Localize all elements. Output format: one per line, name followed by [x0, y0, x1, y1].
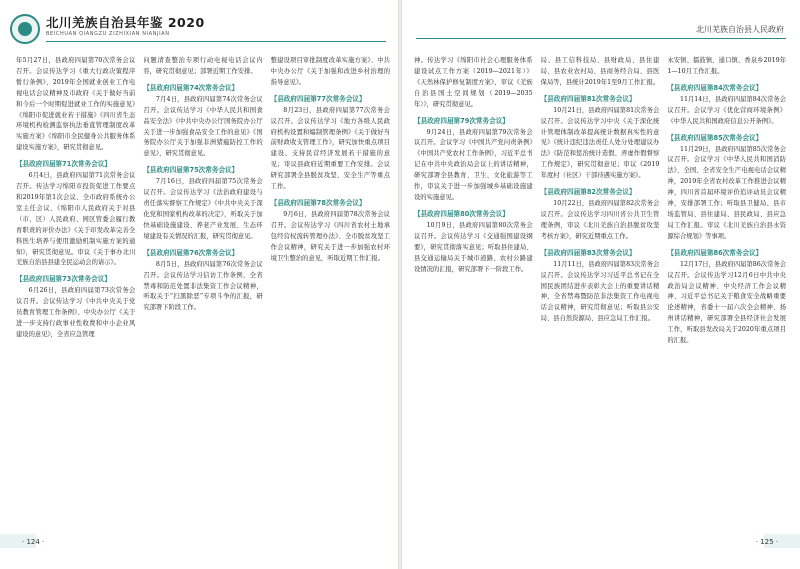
header-rule: [46, 41, 386, 42]
meeting-entry: [541, 187, 660, 243]
meeting-title: 【县政府四届第73次常务会议】: [16, 275, 111, 284]
meeting-body: 11月29日，县政府四届第85次常务会议召开。会议学习《中华人民共和国消防法》、全国、全省安全生产电视电话会议精神，2019年全省农村改革工作推进会议精神，四川省首届环境评价追评动员会议精神，安排部署工作；听取县卫健局、县市场监管局、县住建局、县民政局、县应急局工作汇报。审议《北川羌族自治县水资源综合规划》等事项。: [667, 145, 787, 240]
meeting-body: 10月22日，县政府四届第82次常务会议召开。会议传达学习四川省公共卫生管理条例，审议《北川羌族自治县脱贫攻坚考核方案》，研究近期重点工作。: [540, 200, 660, 240]
running-header: [0, 0, 398, 52]
meeting-title: 【县政府四届第78次常务会议】: [270, 198, 366, 207]
text-column: [143, 56, 262, 526]
meeting-entry: [271, 94, 390, 193]
text-column: [541, 56, 660, 526]
book-title: 北川羌族自治县年鉴 2020: [46, 15, 205, 30]
continued-text: [271, 56, 390, 89]
meeting-entry: [143, 165, 262, 242]
meeting-entry: [16, 274, 135, 341]
meeting-body: 8月23日，县政府四届第77次常务会议召开。会议传达学习《地方各级人民政府机构设置和编制管理条例》《关于做好当前财政收支管理工作》，研究加快重点项目建设、支持民营经济发展若干措施的意见；审议县政府近期重要工作安排。会议研究部署全县脱贫攻坚、安全生产等重点工作。: [270, 106, 390, 191]
meeting-entry: [414, 209, 533, 276]
continued-text: [414, 56, 533, 111]
continued-text: [143, 56, 262, 78]
meeting-title: 【县政府四届第75次常务会议】: [143, 166, 239, 175]
meeting-body: 9月24日，县政府四届第79次常务会议召开。会议学习《中国共产党问责条例》《中国共产党农村工作条例》，习近平总书记在中共中央政治局会议上的讲话精神，研究部署全县教育、卫生、文化旅游等工作，审议关于进一步加强城乡基础设施建设的实施意见。: [414, 128, 533, 201]
meeting-body: 11月11日，县政府四届第83次常务会议召开。会议传达学习习近平总书记在全国民族团结进步表彰大会上的重要讲话精神，全省禁毒暨防范非法集资工作电视电话会议精神，研究贯彻意见；听取县公安局、县自然资源局、县应急局工作汇报。: [540, 260, 660, 323]
meeting-body: 神。传达学习《绵阳市社会心理服务体系建设试点工作方案（2019—2021年）》《天然林保护修复制度方案》，审议《羌族自治县国土空间规划（2019—2035年）》，研究贯彻意见。: [414, 57, 533, 108]
meeting-entry: [16, 159, 135, 269]
meeting-title: 【县政府四届第71次常务会议】: [16, 160, 111, 169]
meeting-title: 【县政府四届第81次常务会议】: [540, 94, 636, 103]
meeting-body: 年5月27日，县政府四届第70次常务会议召开。会议传达学习《重大行政决策程序暂行条例》、2019年全国就业创业工作电视电话会议精神及市政府《关于做好当前和今后一个时期促进就业工作的实施意见》《绵阳市促进就业若干措施》《四川省生态环境机构检测监察执法垂直管理制度改革实施方案》《绵阳市全民健身公共服务体系建设实施方案》，研究贯彻意见。: [16, 57, 136, 152]
meeting-title: 【县政府四届第82次常务会议】: [540, 188, 636, 197]
meeting-title: 【县政府四届第76次常务会议】: [143, 248, 239, 257]
continued-text: [16, 56, 135, 154]
meeting-body: 整建设项目审批制度改革实施方案》、中共中央办公厅《关于加强和改进乡村治理的指导意见》。: [270, 57, 390, 86]
meeting-body: 12月17日，县政府四届第86次常务会议召开。会议传达学习12月6日中共中央政治局会议精神、中央经济工作会议精神、习近平总书记关于粮食安全战略重要论述精神，省委十一届六次全会精神、扬州讲话精神，研究部署全县经济社会发展工作，听取县发改局关于2020年重点项目的汇报。: [667, 260, 787, 345]
meeting-body: 9月6日，县政府四届第78次常务会议召开。会议传达学习《四川省农村土地承包经营权流转管理办法》、全市脱贫攻坚工作会议精神，研究关于进一步加强农村环境卫生整治的意见，听取近期工作汇报。: [270, 210, 390, 262]
right-columns: [414, 56, 786, 526]
meeting-entry: [143, 83, 262, 160]
running-header-title: 北川羌族自治县人民政府: [696, 25, 784, 34]
meeting-title: 【县政府四届第84次常务会议】: [667, 83, 763, 92]
page-number: · 124 ·: [22, 538, 45, 546]
meeting-title: 【县政府四届第80次常务会议】: [414, 209, 509, 218]
meeting-entry: [541, 94, 660, 182]
continued-text: [667, 56, 786, 78]
continued-text: [541, 56, 660, 89]
meeting-body: 7月4日，县政府四届第74次常务会议召开。会议传达学习《中华人民共和国食品安全法》《中共中央办公厅国务院办公厅关于进一步加强食品安全工作的意见》《国务院办公厅关于加强非洲猪瘟防控工作的意见》，研究贯彻意见。: [143, 95, 263, 158]
book-pinyin: BEICHUAN QIANGZU ZIZHIXIAN NIANJIAN: [46, 31, 170, 37]
meeting-body: 问题清查整治专项行动电视电话会议内容，研究贯彻意见；部署近期工作安排。: [143, 57, 263, 75]
meeting-entry: [667, 248, 786, 347]
meeting-body: 6月4日，县政府四届第71次常务会议召开。传达学习绵阳市投资促进工作要点和2019年第1次会议、全市政府系统办公室主任会议、《绵阳市人民政府关于对县（市、区）人民政府、园区管委会履行教育职责的评价办法》《关于印发改革完善全科医生培养与使用激励机制实施方案的通知》，研究贯彻意见。审议《关于事办北川羌族自治县县建全民运动会的请示》。: [16, 172, 136, 267]
right-page: [402, 0, 800, 569]
meeting-title: 【县政府四届第86次常务会议】: [667, 248, 763, 257]
meeting-title: 【县政府四届第85次常务会议】: [667, 133, 763, 142]
yearbook-logo-icon: [10, 14, 40, 44]
left-page: [0, 0, 398, 569]
meeting-body: 8月5日，县政府四届第76次常务会议召开。会议传达学习信访工作条例、全省禁毒和防范处置非法集资工作会议精神，听取关于“扫黑除恶”专项斗争的汇报，研究部署下阶段工作。: [143, 260, 263, 312]
meeting-entry: [271, 198, 390, 265]
meeting-body: 永安镇、擂鼓镇、通口镇、香泉乡2019年1—10月工作汇报。: [667, 57, 787, 75]
meeting-body: 11月14日，县政府四届第84次常务会议召开。会议学习《优化营商环境条例》《中华人民共和国政府信息公开条例》。: [667, 95, 787, 125]
meeting-entry: [143, 248, 262, 315]
text-column: [16, 56, 135, 526]
meeting-entry: [667, 83, 786, 128]
meeting-entry: [414, 116, 533, 204]
header-rule: [416, 38, 786, 39]
meeting-body: 10月9日，县政府四届第80次常务会议召开。会议传达学习《交通强国建设纲要》，研究贯彻落实意见；听取县住建局、县交通运输局关于城市道路、农村公路建设情况的汇报，研究部署下一阶段工作。: [414, 221, 533, 273]
meeting-body: 局、县工信科技局、县财政局、县住建局、县农业农村局、县商务经合局、县医保局等，县统计2019年1至9月工作汇报。: [540, 57, 660, 86]
page-number: · 125 ·: [755, 538, 778, 546]
meeting-title: 【县政府四届第83次常务会议】: [540, 248, 636, 257]
text-column: [667, 56, 786, 526]
meeting-title: 【县政府四届第77次常务会议】: [270, 94, 366, 103]
meeting-entry: [541, 248, 660, 325]
meeting-title: 【县政府四届第74次常务会议】: [143, 83, 239, 92]
text-column: [271, 56, 390, 526]
meeting-body: 10月21日，县政府四届第81次常务会议召开。会议传达学习中央《关于深化统计管理体制改革提高统计数据真实性的意见》《统计违纪违法责任人处分处理建议办法》《防范和惩治统计造假、弄虚作假督察工作规定》，研究贯彻意见；审议《2019年度村（社区）干部待遇实施方案》。: [540, 106, 660, 180]
meeting-title: 【县政府四届第79次常务会议】: [414, 116, 509, 125]
text-column: [414, 56, 533, 526]
left-columns: [16, 56, 390, 526]
meeting-body: 7月16日，县政府四届第75次常务会议召开。会议传达学习《法治政府建设与责任落实督察工作规定》《中共中央关于深化党和国家机构改革的决定》，听取关于加快基础设施建设、养老产业发展、生态环境建设有关情况的汇报，研究贯彻意见。: [143, 178, 263, 240]
meeting-body: 6月26日，县政府四届第73次常务会议召开。会议传达学习《中共中央关于党员教育管理工作条例》、中央办公厅《关于进一步支持行政事业性收费和中小企业风建设的意见》，全省应急管理: [16, 287, 136, 338]
meeting-entry: [667, 133, 786, 243]
